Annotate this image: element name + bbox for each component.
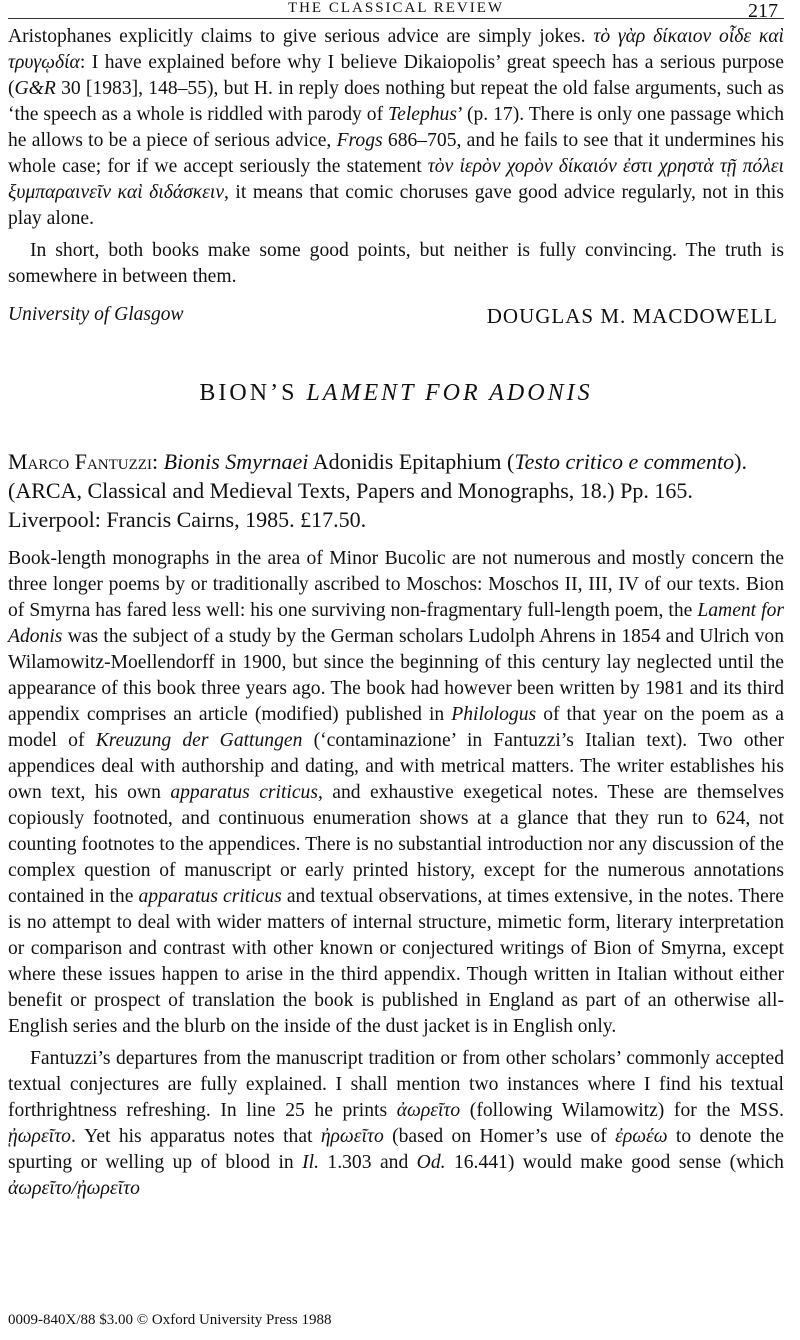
journal-page xyxy=(8,0,784,1202)
latin-term: apparatus criticus xyxy=(170,782,318,803)
text-run: Adonidis Epitaphium ( xyxy=(308,449,515,474)
reviewer-institution: University of Glasgow xyxy=(8,304,184,325)
text-run: to denote the spurting or welling up of blood in xyxy=(8,1126,784,1173)
greek-word: ᾐωρεῖτο xyxy=(8,1126,71,1147)
prev-review-paragraph-2: In short, both books make some good points, but neither is fully convincing. The truth is somewhere in between them. xyxy=(8,240,784,287)
journal-ref: G&R xyxy=(14,78,56,99)
book-subtitle: Testo critico e commento xyxy=(514,449,735,474)
review-heading xyxy=(8,380,784,407)
greek-quote: τὸν ἱερὸν χορὸν δίκαιόν ἐστι χρηστὰ τῇ πόλει ξυμπαραινεῖν καὶ διδάσκειν xyxy=(8,156,784,203)
work-title: Telephus xyxy=(388,104,457,125)
publication-details: ). (ARCA, Classical and Medieval Texts, Papers and Monographs, 18.) Pp. 165. Liverpool: Francis Cairns, 1985. £17.50. xyxy=(8,449,747,532)
text-run: (following Wilamowitz) for the MSS. xyxy=(460,1100,784,1121)
copyright-footer: 0009-840X/88 $3.00 © Oxford University Press 1988 xyxy=(8,1312,332,1328)
text-run: was the subject of a study by the German scholars Ludolph Ahrens in 1854 and Ulrich von Wilamowitz-Moellendorff in 1900, but since the beginning of this century lay neglected until the appearance of this book three years ago. The book had however been written by 1981 and its third appendix comprises an article (modified) published in xyxy=(8,626,784,725)
text-run: ’ (p. 17). There is only one passage which he allows to be a piece of serious advice, xyxy=(8,104,785,151)
author-name: Marco Fantuzzi xyxy=(8,449,152,474)
text-run: (‘contaminazione’ in Fantuzzi’s Italian text). Two other appendices deal with authorship and dating, and with metrical matters. The writer establishes his own text, his own xyxy=(8,730,784,803)
book-title: Bionis Smyrnaei xyxy=(163,449,309,474)
greek-word: ἀωρεῖτο xyxy=(396,1100,461,1121)
greek-word: ἐρωέω xyxy=(615,1126,668,1147)
greek-word: ἀωρεῖτο/ᾐωρεῖτο xyxy=(8,1178,140,1199)
work-abbrev: Il. xyxy=(302,1152,319,1173)
text-run: , and exhaustive exegetical notes. These are themselves copiously footnoted, and continuous enumeration shows at a glance that they run to 624, not counting footnotes to the appendices. There is no substantial introduction nor any discussion of the complex question of manuscript or early printed history, except for the numerous annotations contained in the xyxy=(8,782,784,907)
text-run: 16.441) would make good sense (which xyxy=(445,1152,784,1173)
text-run: and textual observations, at times extensive, in the notes. There is no attempt to deal with wider matters of internal structure, mimetic form, literary interpretation or comparison and contrast with other known or conjectured writings of Bion of Smyrna, except where these issues happen to arise in the third appendix. Though written in Italian without either benefit or prospect of translation the book is published in England as part of an otherwise all-English series and the blurb on the inside of the dust jacket is in English only. xyxy=(8,886,785,1037)
text-run: Book-length monographs in the area of Minor Bucolic are not numerous and mostly concern the three longer poems by or traditionally ascribed to Moschos: Moschos II, III, IV of our texts. Bion of Smyrna has fared less well: his one surviving non-fragmentary full-length poem, the xyxy=(8,548,784,621)
journal-title: THE CLASSICAL REVIEW xyxy=(287,0,505,16)
review-signoff xyxy=(8,304,784,330)
reviewer-name: DOUGLAS M. MACDOWELL xyxy=(486,304,778,328)
greek-word: ἠρωεῖτο xyxy=(320,1126,384,1147)
review-paragraph-2 xyxy=(8,1046,784,1202)
text-run: (based on Homer’s use of xyxy=(383,1126,616,1147)
latin-term: apparatus criticus xyxy=(138,886,282,907)
work-abbrev: Od. xyxy=(416,1152,446,1173)
work-title: Frogs xyxy=(336,130,383,151)
text-run: Fantuzzi’s departures from the manuscript tradition or from other scholars’ commonly accepted textual conjectures are fully explained. I shall mention two instances where I find his textual forthrightness refreshing. In line 25 he prints xyxy=(8,1048,784,1121)
heading-work-title: LAMENT FOR ADONIS xyxy=(306,380,593,406)
review-paragraph-1 xyxy=(8,546,784,1040)
running-head xyxy=(8,0,784,24)
text-run: 1.303 and xyxy=(319,1152,417,1173)
text-run: : I have explained before why I believe Dikaiopolis’ great speech has a serious purpose ( xyxy=(8,52,784,99)
text-run: : xyxy=(151,449,164,474)
prev-review-paragraph-1 xyxy=(8,24,784,232)
text-run: Aristophanes explicitly claims to give serious advice are simply jokes. xyxy=(8,26,594,47)
heading-text: BION’S xyxy=(199,380,307,406)
bibliographic-entry xyxy=(8,447,784,534)
header-rule xyxy=(8,18,784,19)
text-run: , it means that comic choruses gave good advice regularly, not in this play alone. xyxy=(8,182,784,229)
text-run: . Yet his apparatus notes that xyxy=(70,1126,321,1147)
work-title: Lament for Adonis xyxy=(8,600,785,647)
page-number: 217 xyxy=(748,0,778,22)
journal-ref: Philologus xyxy=(451,704,537,725)
german-term: Kreuzung der Gattungen xyxy=(95,730,303,751)
greek-quote: τὸ γὰρ δίκαιον οἶδε καὶ τρυγῳδία xyxy=(8,26,784,73)
text-run: 686–705, and he fails to see that it undermines his whole case; for if we accept seriously the statement xyxy=(8,130,784,177)
spacer xyxy=(8,534,784,546)
text-run: of that year on the poem as a model of xyxy=(8,704,784,751)
text-run: 30 [1983], 148–55), but H. in reply does nothing but repeat the old false arguments, such as ‘the speech as a whole is riddled with parody of xyxy=(8,78,784,125)
